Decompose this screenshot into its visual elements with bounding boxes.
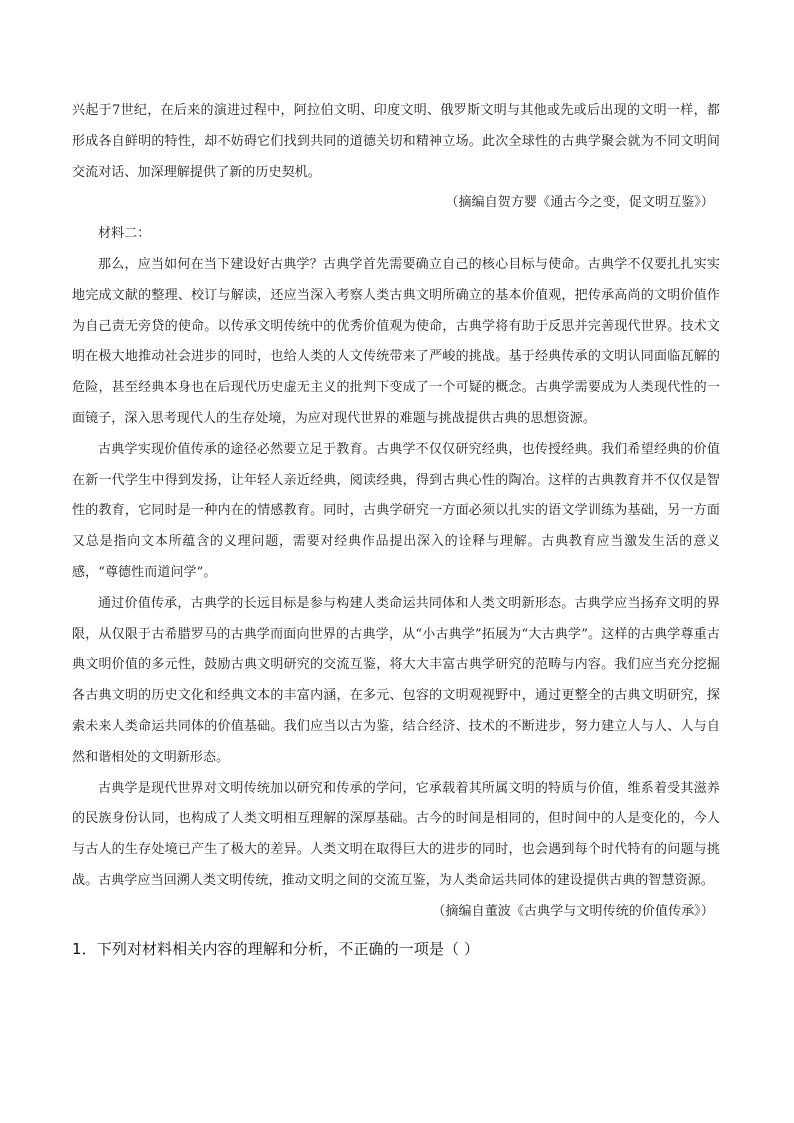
material-two-paragraph-3: 通过价值传承，古典学的长远目标是参与构建人类命运共同体和人类文明新形态。古典学应当扬弃文明的界限，从仅限于古希腊罗马的古典学而面向世界的古典学，从“小古典学”拓展为“大古典学”。这样的古典学尊重古典文明价值的多元性，鼓励古典文明研究的交流互鉴，将大大丰富古典学研究的范畴与内容。我们应当充分挖掘各古典文明的历史文化和经典文本的丰富内涵，在多元、包容的文明观视野中，通过更整全的古典文明研究，探索未来人类命运共同体的价值基础。我们应当以古为鉴，结合经济、技术的不断进步，努力建立人与人、人与自然和谐相处的文明新形态。: [72, 595, 720, 765]
material-two-paragraph-4: 古典学是现代世界对文明传统加以研究和传承的学问，它承载着其所属文明的特质与价值，维系着受其滋养的民族身份认同，也构成了人类文明相互理解的深厚基础。古今的时间是相同的，但时间中的人是变化的，今人与古人的生存处境已产生了极大的差异。人类文明在取得巨大的进步的同时，也会遇到每个时代特有的问题与挑战。古典学应当回溯人类文明传统，推动文明之间的交流互鉴，为人类命运共同体的建设提供古典的智慧资源。: [72, 780, 720, 888]
question-1: 1．下列对材料相关内容的理解和分析，不正确的一项是（ ）: [72, 939, 480, 958]
material-two-paragraph-1: 那么，应当如何在当下建设好古典学？古典学首先需要确立自己的核心目标与使命。古典学不仅要扎扎实实地完成文献的整理、校订与解读，还应当深入考察人类古典文明所确立的基本价值观，把传承高尚的文明价值作为自己责无旁贷的使命。以传承文明传统中的优秀价值观为使命，古典学将有助于反思并完善现代世界。技术文明在极大地推动社会进步的同时，也给人类的人文传统带来了严峻的挑战。基于经典传承的文明认同面临瓦解的危险，甚至经典本身也在后现代历史虚无主义的批判下变成了一个可疑的概念。古典学需要成为人类现代性的一面镜子，深入思考现代人的生存处境，为应对现代世界的难题与挑战提供古典的思想资源。: [72, 256, 720, 426]
material-two-source: （摘编自董波《古典学与文明传统的价值传承》）: [432, 903, 714, 919]
material-two-heading: 材料二：: [98, 226, 151, 242]
document-page: [72, 96, 720, 964]
material-one-source: （摘编自贺方婴《通古今之变，促文明互鉴》）: [445, 195, 714, 211]
material-two-paragraph-2: 古典学实现价值传承的途径必然要立足于教育。古典学不仅仅研究经典，也传授经典。我们希望经典的价值在新一代学生中得到发扬，让年轻人亲近经典，阅读经典，得到古典心性的陶冶。这样的古典教育并不仅仅是智性的教育，它同时是一种内在的情感教育。同时，古典学研究一方面必须以扎实的语文学训练为基础，另一方面又总是指向文本所蕴含的义理问题，需要对经典作品提出深入的诠释与理解。古典教育应当激发生活的意义感，“尊德性而道问学”。: [72, 441, 720, 580]
material-one-tail-paragraph: 兴起于7世纪，在后来的演进过程中，阿拉伯文明、印度文明、俄罗斯文明与其他或先或后出现的文明一样，都形成各自鲜明的特性，却不妨碍它们找到共同的道德关切和精神立场。此次全球性的古典学聚会就为不同文明间交流对话、加深理解提供了新的历史契机。: [72, 103, 720, 180]
